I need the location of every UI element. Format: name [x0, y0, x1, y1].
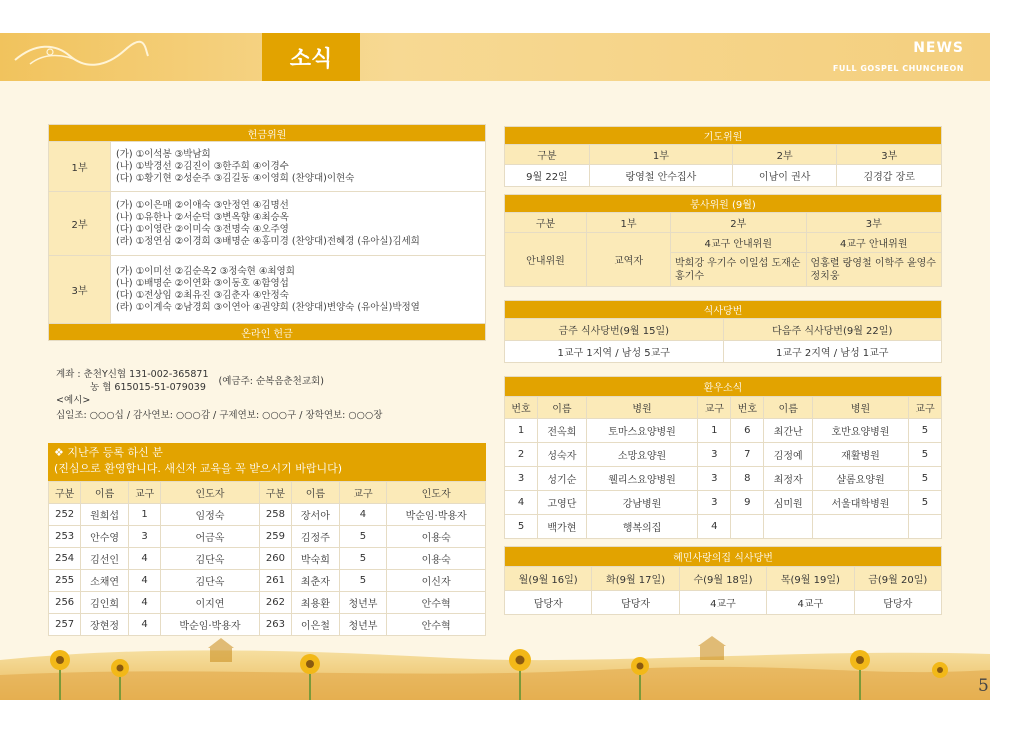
- hyemin-table: [504, 546, 942, 615]
- table-row: 256 김인희 4 이지연 262 최용환 청년부 안수혁: [49, 592, 486, 614]
- offering-label-2: 2부: [49, 192, 111, 256]
- meal-title: 식사당번: [505, 301, 942, 319]
- patients-table: [504, 376, 942, 539]
- account-1: 계좌 : 춘천Y신협 131-002-365871: [56, 369, 209, 380]
- online-info: [56, 368, 486, 422]
- col-header: 3부: [837, 145, 942, 165]
- account-holder: (예금주: 순복음춘천교회): [218, 375, 324, 387]
- offering-table: [48, 124, 486, 341]
- col-header: 이름: [81, 482, 129, 504]
- sunflower-field-icon: [0, 620, 990, 700]
- col-header: 이름: [292, 482, 340, 504]
- page-number: 5: [978, 676, 989, 696]
- patients-title: 환우소식: [505, 377, 942, 397]
- table-row: 257 장현정 4 박순임·박용자 263 이은철 청년부 안수혁: [49, 614, 486, 636]
- offering-title: 헌금위원: [49, 125, 486, 142]
- col-header: 3부: [806, 213, 942, 233]
- service-title: 봉사위원 (9월): [505, 195, 942, 213]
- news-label: NEWS: [913, 40, 964, 56]
- example-label: <예시>: [56, 395, 91, 406]
- offering-members-3: (가) ①이미선 ②김순옥2 ③정숙현 ④최영희 (나) ①배명순 ②이연화 ③이동호 ④함영섭 (다) ①전상임 ②최유진 ③김춘자 ④안정숙 (라) ①이계숙 ②남경희 ③이연아 ④권양희 (찬양대)변양숙 (유아실)박정열: [111, 256, 486, 324]
- account-2: 농 협 615015-51-079039: [90, 382, 206, 393]
- offering-label-1: 1부: [49, 142, 111, 192]
- col-header: 인도자: [161, 482, 260, 504]
- col-header: 번호: [505, 397, 538, 419]
- service-col1: 교역자: [587, 233, 671, 287]
- table-row: 5 백가현 행복의집 4: [505, 515, 942, 539]
- day-header: 수(9월 18일): [679, 567, 766, 591]
- prayer-table: [504, 126, 942, 187]
- newcomers-table: [48, 481, 486, 636]
- table-row: 254 김선인 4 김단옥 260 박숙희 5 이용숙: [49, 548, 486, 570]
- day-header: 목(9월 19일): [767, 567, 854, 591]
- service-col2-top: 4교구 안내위원: [671, 233, 807, 253]
- meal-next-value: 1교구 2지역 / 남성 1교구: [723, 341, 942, 363]
- table-row: 9월 22일 랑영철 안수집사 이남이 권사 김경갑 장로: [505, 165, 942, 187]
- service-table: [504, 194, 942, 287]
- col-header: 1부: [587, 213, 671, 233]
- example-text: 십일조: ○○○십 / 감사연보: ○○○감 / 구제연보: ○○○구 / 장학연보: ○○○장: [56, 410, 383, 421]
- table-row: 1 전옥희 토마스요양병원 1 6 최간난 호반요양병원 5: [505, 419, 942, 443]
- page-title: 소식: [262, 33, 360, 81]
- church-name: FULL GOSPEL CHUNCHEON: [832, 64, 964, 73]
- col-header: 구분: [259, 482, 291, 504]
- hyemin-title: 혜민사랑의집 식사당번: [505, 547, 942, 567]
- service-col2-bottom: 박희강 우기수 이일섭 도재순 홍기수: [671, 253, 807, 287]
- meal-this-week: 금주 식사당번(9월 15일): [505, 319, 724, 341]
- swirl-ornament-icon: [10, 38, 150, 74]
- col-header: 구분: [505, 213, 587, 233]
- service-col3-bottom: 엄홍렬 랑영철 이학주 윤영수 정치웅: [806, 253, 942, 287]
- col-header: 병원: [586, 397, 698, 419]
- newcomers-subtitle: (진심으로 환영합니다. 새신자 교육을 꼭 받으시기 바랍니다): [54, 462, 343, 475]
- col-header: 번호: [731, 397, 764, 419]
- newcomers-title: ❖ 지난주 등록 하신 분: [54, 446, 163, 459]
- table-row: 4 고영단 강남병원 3 9 심미원 서울대학병원 5: [505, 491, 942, 515]
- col-header: 구분: [505, 145, 590, 165]
- offering-members-2: (가) ①이은매 ②이애숙 ③안정연 ④김명선 (나) ①유한나 ②서순덕 ③변옥향 ④최승옥 (다) ①이영란 ②이미숙 ③전명숙 ④오주영 (라) ①정연심 ②이경희 ③배명순 ④홍미경 (찬양대)전혜경 (유아실)김세희: [111, 192, 486, 256]
- col-header: 인도자: [387, 482, 486, 504]
- service-col3-top: 4교구 안내위원: [806, 233, 942, 253]
- day-header: 월(9월 16일): [505, 567, 592, 591]
- col-header: 이름: [764, 397, 813, 419]
- col-header: 교구: [908, 397, 941, 419]
- day-header: 화(9월 17일): [592, 567, 679, 591]
- table-row: 252 원희섭 1 임정숙 258 장서아 4 박순임·박용자: [49, 504, 486, 526]
- meal-this-value: 1교구 1지역 / 남성 5교구: [505, 341, 724, 363]
- col-header: 교구: [339, 482, 387, 504]
- prayer-title: 기도위원: [505, 127, 942, 145]
- offering-members-1: (가) ①이석봉 ③박남희 (나) ①박경선 ②김진이 ③한주희 ④이경수 (다) ①황기현 ②성순주 ③김길동 ④이영희 (찬양대)이현숙: [111, 142, 486, 192]
- col-header: 병원: [813, 397, 909, 419]
- col-header: 교구: [128, 482, 160, 504]
- col-header: 교구: [698, 397, 731, 419]
- online-title: 온라인 헌금: [49, 324, 486, 341]
- col-header: 2부: [671, 213, 807, 233]
- meal-next-week: 다음주 식사당번(9월 22일): [723, 319, 942, 341]
- meal-table: [504, 300, 942, 363]
- col-header: 이름: [538, 397, 587, 419]
- table-row: 2 성숙자 소망요양원 3 7 김정예 재활병원 5: [505, 443, 942, 467]
- col-header: 2부: [732, 145, 837, 165]
- offering-label-3: 3부: [49, 256, 111, 324]
- col-header: 1부: [589, 145, 732, 165]
- service-label: 안내위원: [505, 233, 587, 287]
- table-row: 253 안수영 3 어금옥 259 김정주 5 이용숙: [49, 526, 486, 548]
- newcomers-banner: [48, 443, 486, 481]
- col-header: 구분: [49, 482, 81, 504]
- table-row: 255 소채연 4 김단옥 261 최춘자 5 이신자: [49, 570, 486, 592]
- day-header: 금(9월 20일): [854, 567, 941, 591]
- table-row: 3 성기순 웰리스요양병원 3 8 최정자 샬롬요양원 5: [505, 467, 942, 491]
- table-row: 담당자 담당자 4교구 4교구 담당자: [505, 591, 942, 615]
